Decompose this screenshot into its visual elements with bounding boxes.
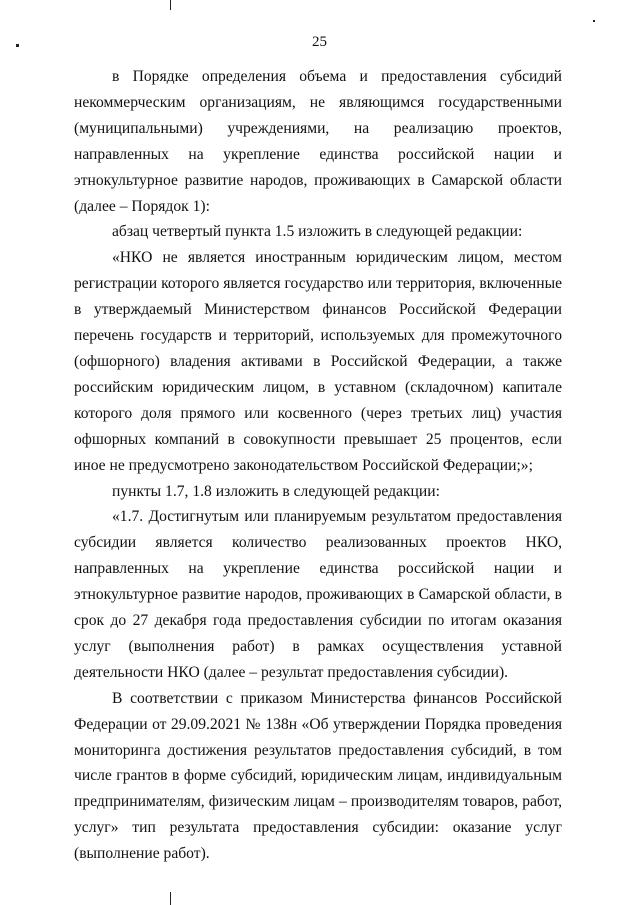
paragraph-amend-1-7-1-8: пункты 1.7, 1.8 изложить в следующей редакции:	[112, 482, 440, 500]
paragraph-amend-1-5: абзац четвертый пункта 1.5 изложить в следующей редакции:	[112, 223, 523, 241]
page-number: 25	[312, 34, 327, 50]
paragraph-result-1-7: «1.7. Достигнутым или планируемым результатом предоставления субсидии является количество реализованных проектов НКО, направленных на укрепление единства российской нации и этнокультурное развитие народов, проживающих в Самарской области, в срок до 27 декабря года предоставления субсидии по итогам оказания услуг (выполнения работ) в рамках осуществления уставной деятельности НКО (далее – результат предоставления субсидии).	[74, 508, 562, 681]
paragraph-order-1: в Порядке определения объема и предоставления субсидий некоммерческим организациям, не являющимся государственными (муниципальными) учреждениями, на реализацию проектов, направленных на укрепление единства российской нации и этнокультурное развитие народов, проживающих в Самарской области (далее – Порядок 1):	[74, 68, 562, 215]
paragraph-nko-requirement: «НКО не является иностранным юридическим лицом, местом регистрации которого является государство или территория, включенные в утверждаемый Министерством финансов Российской Федерации перечень государств и территорий, используемых для промежуточного (офшорного) владения активами в Российской Федерации, а также российским юридическим лицом, в уставном (складочном) капитале которого доля прямого или косвенного (через третьих лиц) участия офшорных компаний в совокупности превышает 25 процентов, если иное не предусмотрено законодательством Российской Федерации;»;	[74, 249, 562, 474]
paragraph-monitoring: В соответствии с приказом Министерства финансов Российской Федерации от 29.09.2021 № 138н «Об утверждении Порядка проведения мониторинга достижения результатов предоставления субсидий, в том числе грантов в форме субсидий, юридическим лицам, индивидуальным предпринимателям, физическим лицам – производителям товаров, работ, услуг» тип результата предоставления субсидии: оказание услуг (выполнение работ).	[74, 689, 562, 863]
document-body	[74, 64, 562, 867]
scan-mark	[170, 892, 171, 905]
scan-mark	[16, 44, 19, 47]
scan-mark	[170, 0, 171, 10]
scan-mark	[593, 20, 595, 22]
